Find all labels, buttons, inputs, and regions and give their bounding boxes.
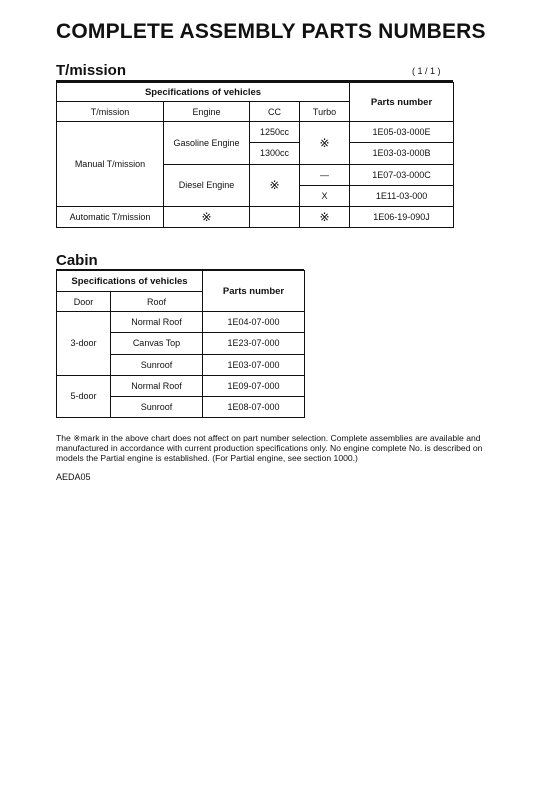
part-1e06-cell: 1E06-19-090J [350,206,454,227]
col-tmission: T/mission [57,102,164,122]
part-cell: 1E09-07-000 [203,375,305,396]
door-5-cell: 5-door [57,375,111,417]
col-roof: Roof [111,292,203,312]
cabin-spec-header: Specifications of vehicles [57,271,203,292]
document-code: AEDA05 [56,472,91,482]
col-door: Door [57,292,111,312]
page-title: COMPLETE ASSEMBLY PARTS NUMBERS [56,20,486,43]
door-3-cell: 3-door [57,312,111,375]
cc-empty-automatic [250,206,300,227]
part-cell: 1E08-07-000 [203,396,305,417]
roof-cell: Sunroof [111,396,203,417]
part-1e07-cell: 1E07-03-000C [350,164,454,185]
cabin-heading: Cabin [56,252,98,269]
roof-cell: Canvas Top [111,333,203,354]
turbo-dash-cell: — [300,164,350,185]
diesel-engine-cell: Diesel Engine [164,164,250,206]
tmission-heading: T/mission [56,62,127,79]
roof-cell: Normal Roof [111,312,203,333]
cabin-table [56,270,305,418]
engine-mark-automatic: ※ [164,206,250,227]
tmission-table [56,82,454,228]
part-cell: 1E04-07-000 [203,312,305,333]
cc-1300-cell: 1300cc [250,143,300,164]
turbo-mark-automatic: ※ [300,206,350,227]
col-cc: CC [250,102,300,122]
part-cell: 1E03-07-000 [203,354,305,375]
turbo-mark-gasoline: ※ [300,122,350,164]
part-1e03-cell: 1E03-03-000B [350,143,454,164]
col-engine: Engine [164,102,250,122]
roof-cell: Normal Roof [111,375,203,396]
part-1e05-cell: 1E05-03-000E [350,122,454,143]
cc-mark-diesel: ※ [250,164,300,206]
col-turbo: Turbo [300,102,350,122]
cabin-parts-header: Parts number [203,271,305,312]
roof-cell: Sunroof [111,354,203,375]
part-cell: 1E23-07-000 [203,333,305,354]
automatic-tmission-cell: Automatic T/mission [57,206,164,227]
page-indicator: ( 1 / 1 ) [412,66,441,76]
cc-1250-cell: 1250cc [250,122,300,143]
manual-tmission-cell: Manual T/mission [57,122,164,207]
part-1e11-cell: 1E11-03-000 [350,185,454,206]
turbo-x-cell: X [300,185,350,206]
tmission-parts-header: Parts number [350,83,454,122]
gasoline-engine-cell: Gasoline Engine [164,122,250,164]
tmission-spec-header: Specifications of vehicles [57,83,350,102]
footnote: The ※mark in the above chart does not affect on part number selection. Complete assemblies are available and manufactured in accordance with current production specifications only. No engine complete No. is described on models the Partial engine is established. (For Partial engine, see section 1000.) [56,433,483,463]
